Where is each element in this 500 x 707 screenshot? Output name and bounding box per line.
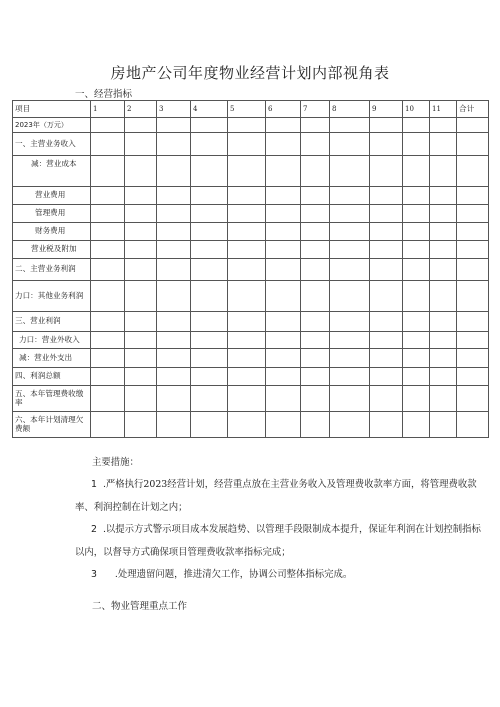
row-label-arrears-clearance: 六、本年计划清理欠费额 — [13, 412, 91, 438]
table-row — [13, 349, 489, 368]
table-row — [13, 332, 489, 349]
measure-text: .以提示方式警示项目成本发展趋势、以管理手段限制成本提升，保证年利润在计划控制指标以内，以督导方式确保项目管理费收款率指标完成； — [75, 524, 481, 558]
measure-number: 1 — [91, 479, 97, 490]
row-label-operating-profit: 三、营业利润 — [13, 312, 91, 332]
year-label-cell: 2023年（万元） — [13, 118, 91, 133]
row-label-selling-expenses: 营业费用 — [13, 187, 91, 205]
measures-heading: 主要措施： — [92, 457, 139, 468]
header-cell-total: 合计 — [457, 101, 489, 118]
row-label-non-operating-expense: 减：营业外支出 — [13, 349, 91, 368]
measure-text: .处理遗留问题，推进清欠工作，协调公司整体指标完成。 — [114, 569, 353, 580]
measure-item-1 — [75, 474, 485, 519]
row-label-business-tax: 营业税及附加 — [13, 241, 91, 259]
row-label-main-profit: 二、主营业务利润 — [13, 259, 91, 281]
row-label-operating-cost: 减：营业成本 — [13, 156, 91, 187]
header-cell-month-2: 2 — [125, 101, 157, 118]
table-row — [13, 259, 489, 281]
table-row — [13, 187, 489, 205]
row-label-non-operating-income: 力口：营业外收入 — [13, 332, 91, 349]
measure-item-3 — [91, 564, 485, 587]
header-cell-month-8: 8 — [330, 101, 370, 118]
measure-number: 2 — [91, 524, 97, 535]
page-title: 房地产公司年度物业经营计划内部视角表 — [110, 64, 390, 82]
measure-text: .严格执行2023经营计划，经营重点放在主营业务收入及管理费收款率方面，将管理费收款率、利润控制在计划之内； — [75, 479, 477, 513]
table-row — [13, 281, 489, 312]
header-cell-month-10: 10 — [403, 101, 430, 118]
row-label-fee-collection-rate: 五、本年管理费收缴率 — [13, 386, 91, 412]
table-row-year — [13, 118, 489, 133]
header-cell-month-11: 11 — [430, 101, 457, 118]
header-cell-month-1: 1 — [91, 101, 125, 118]
row-label-management-expenses: 管理费用 — [13, 205, 91, 223]
table-row — [13, 223, 489, 241]
header-cell-item: 项目 — [13, 101, 91, 118]
table-row — [13, 312, 489, 332]
header-cell-month-3: 3 — [157, 101, 191, 118]
header-cell-month-9: 9 — [370, 101, 403, 118]
section-heading-business-indicators: 一、经营指标 — [75, 89, 133, 100]
table-row — [13, 386, 489, 412]
row-label-main-revenue: 一、主营业务收入 — [13, 133, 91, 156]
table-row — [13, 205, 489, 223]
measure-item-2 — [75, 519, 485, 564]
section-heading-key-work: 二、物业管理重点工作 — [92, 601, 188, 612]
measure-number: 3 — [91, 569, 97, 580]
header-cell-month-4: 4 — [191, 101, 228, 118]
table-row — [13, 368, 489, 386]
row-label-other-profit: 力口：其他业务利润 — [13, 281, 91, 312]
header-cell-month-7: 7 — [301, 101, 330, 118]
row-label-financial-expenses: 财务费用 — [13, 223, 91, 241]
header-cell-month-6: 6 — [266, 101, 301, 118]
table-row — [13, 241, 489, 259]
business-indicator-table — [12, 100, 489, 438]
table-header-row — [13, 101, 489, 118]
table-row — [13, 133, 489, 156]
table-row — [13, 412, 489, 438]
row-label-total-profit: 四、利润总额 — [13, 368, 91, 386]
table-row — [13, 156, 489, 187]
header-cell-month-5: 5 — [228, 101, 266, 118]
